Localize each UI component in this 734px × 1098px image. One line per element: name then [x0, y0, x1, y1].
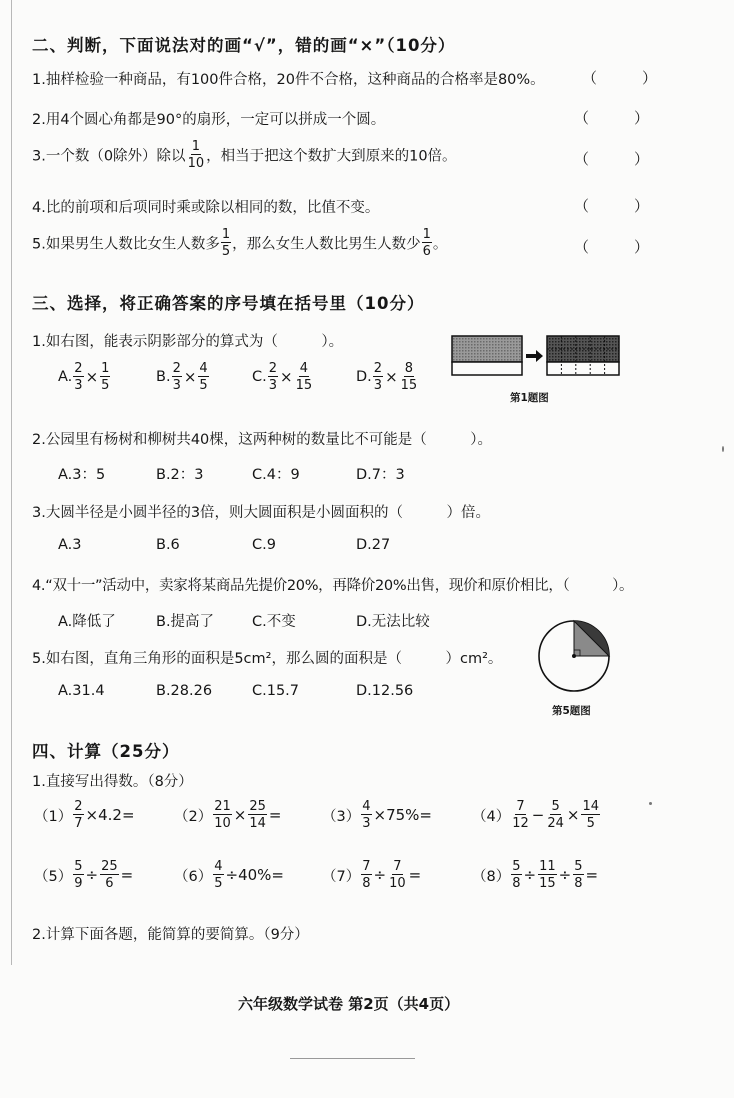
- fraction-numerator: 2: [172, 361, 181, 376]
- option-label: B.: [156, 369, 171, 385]
- expression-text: ÷: [373, 866, 387, 884]
- s3-q2-options: [58, 463, 405, 484]
- option-label: D.: [356, 369, 372, 385]
- fraction: [295, 362, 314, 392]
- fraction-numerator: 25: [101, 859, 118, 874]
- s2-question-3: [32, 140, 457, 170]
- s3-q4-option-a[interactable]: A.降低了: [58, 614, 116, 630]
- q1-fraction-figure: [450, 332, 622, 378]
- fraction: [538, 860, 557, 890]
- fraction-numerator: 5: [512, 859, 521, 874]
- s2-answer-paren-1[interactable]: （ ）: [582, 69, 658, 87]
- calc-item-3[interactable]: [322, 800, 472, 830]
- s3-q3-option-b[interactable]: B.6: [156, 537, 180, 553]
- fraction-denominator: 3: [172, 378, 181, 393]
- s2-q5-mid: ，那么女生人数比男生人数少: [232, 236, 421, 253]
- s4-sub1: 1.直接写出得数。（8分）: [32, 774, 193, 790]
- fraction-denominator: 14: [249, 816, 266, 831]
- s3-question-5: 5.如右图，直角三角形的面积是5cm²，那么圆的面积是（ ）cm²。: [32, 651, 503, 667]
- arrow-icon: [526, 350, 543, 362]
- expression-text: ÷: [85, 866, 99, 884]
- calc-item-7[interactable]: [322, 860, 472, 890]
- fraction: [361, 800, 371, 830]
- fraction: [373, 362, 383, 392]
- s3-q5-options: [58, 683, 413, 699]
- scan-speck: [722, 446, 724, 452]
- fraction-numerator: 4: [199, 361, 208, 376]
- fraction: [73, 860, 83, 890]
- fraction-numerator: 2: [268, 361, 278, 376]
- fraction-denominator: 8: [512, 876, 521, 891]
- fraction-numerator: 7: [393, 859, 402, 874]
- s3-q4-option-b[interactable]: B.提高了: [156, 614, 215, 630]
- s3-q4-options: [58, 610, 430, 631]
- s3-q3-option-a[interactable]: A.3: [58, 537, 82, 553]
- s2-question-5: [32, 228, 447, 258]
- calc-item-number: （1）: [34, 808, 73, 825]
- fraction-numerator: 4: [299, 361, 308, 376]
- fraction-denominator: 5: [199, 378, 208, 393]
- expression-text: −: [531, 806, 545, 824]
- operator: ×: [183, 368, 197, 386]
- fraction: [546, 800, 565, 830]
- fraction: [400, 362, 419, 392]
- fraction: [573, 860, 583, 890]
- s3-q4-option-d[interactable]: D.无法比较: [356, 614, 430, 630]
- calc-item-number: （6）: [174, 868, 213, 885]
- fraction-denominator: 15: [539, 876, 556, 891]
- fraction-numerator: 2: [74, 799, 83, 814]
- fraction: [213, 860, 223, 890]
- calc-item-number: （2）: [174, 808, 213, 825]
- calc-item-number: （3）: [322, 808, 361, 825]
- fraction-numerator: 4: [362, 799, 371, 814]
- calc-item-number: （8）: [472, 868, 511, 885]
- fraction-numerator: 7: [516, 799, 525, 814]
- fraction-numerator: 11: [539, 859, 556, 874]
- fraction-numerator: 5: [74, 859, 83, 874]
- calc-item-number: （4）: [472, 808, 511, 825]
- fraction-numerator: 7: [362, 859, 371, 874]
- s4-sub2: 2.计算下面各题，能简算的要简算。（9分）: [32, 927, 309, 943]
- s2-q5-post: 。: [432, 236, 448, 253]
- fraction-numerator: 4: [214, 859, 223, 874]
- fraction: [511, 800, 530, 830]
- fraction: [221, 228, 231, 258]
- fraction-denominator: 9: [74, 876, 83, 891]
- expression-text: ×4.2=: [85, 806, 135, 824]
- fraction: [361, 860, 371, 890]
- fraction-denominator: 7: [74, 816, 83, 831]
- calc-item-number: （7）: [322, 868, 361, 885]
- fraction-denominator: 5: [214, 876, 223, 891]
- s3-q2-option-a[interactable]: A.3：5: [58, 467, 106, 483]
- fraction-denominator: 3: [268, 378, 278, 393]
- fraction-denominator: 6: [422, 244, 431, 259]
- fraction-denominator: 10: [389, 876, 406, 891]
- s2-question-4: 4.比的前项和后项同时乘或除以相同的数，比值不变。: [32, 200, 380, 216]
- right-rect-blank-part: [547, 362, 619, 375]
- fraction-numerator: 1: [101, 361, 110, 376]
- expression-text: ÷: [523, 866, 537, 884]
- fraction: [581, 800, 600, 830]
- section2-heading: 二、判断，下面说法对的画“√”，错的画“×”（10分）: [32, 36, 456, 55]
- s2-question-2: 2.用4个圆心角都是90°的扇形，一定可以拼成一个圆。: [32, 112, 386, 128]
- calc-row-2: [34, 860, 612, 890]
- fraction-denominator: 3: [373, 378, 383, 393]
- fraction-denominator: 6: [105, 876, 114, 891]
- fraction: [511, 860, 521, 890]
- fraction-numerator: 2: [373, 361, 383, 376]
- fraction: [73, 362, 83, 392]
- s2-question-1: 1.抽样检验一种商品，有100件合格，20件不合格，这种商品的合格率是80%。: [32, 72, 545, 88]
- s2-q3-pre: 3.一个数（0除外）除以: [32, 148, 186, 165]
- fraction-denominator: 8: [574, 876, 583, 891]
- fraction: [198, 362, 208, 392]
- fraction: [73, 800, 83, 830]
- calc-item-2[interactable]: [174, 800, 322, 830]
- fraction-denominator: 12: [512, 816, 529, 831]
- fraction-denominator: 5: [586, 816, 595, 831]
- expression-text: ×: [566, 806, 580, 824]
- fraction-denominator: 15: [400, 378, 418, 393]
- calc-item-4[interactable]: [472, 800, 612, 830]
- s3-q1-option-d[interactable]: [356, 362, 436, 392]
- expression-text: ×: [233, 806, 247, 824]
- left-rect-shaded-part: [452, 336, 522, 362]
- fraction-denominator: 5: [101, 378, 110, 393]
- fraction-denominator: 10: [187, 156, 205, 171]
- s2-q3-post: ，相当于把这个数扩大到原来的10倍。: [206, 148, 457, 165]
- option-label: C.: [252, 369, 267, 385]
- fraction: [172, 362, 182, 392]
- fraction: [248, 800, 267, 830]
- page-footer: 六年级数学试卷 第2页（共4页）: [238, 995, 460, 1013]
- expression-text: =: [585, 866, 599, 884]
- calc-row-1: [34, 800, 612, 830]
- fraction-numerator: 2: [74, 361, 83, 376]
- left-rect-blank-part: [452, 362, 522, 375]
- s3-q1-option-c[interactable]: [252, 362, 356, 392]
- s3-q5-option-c[interactable]: C.15.7: [252, 683, 300, 699]
- section4-heading: 四、计算（25分）: [32, 742, 180, 761]
- q1-figure-caption: 第1题图: [510, 392, 549, 404]
- operator: ×: [385, 368, 398, 386]
- fraction-denominator: 8: [362, 876, 371, 891]
- s3-q5-option-a[interactable]: A.31.4: [58, 683, 105, 699]
- fraction-numerator: 8: [404, 361, 414, 376]
- s2-q5-pre: 5.如果男生人数比女生人数多: [32, 236, 220, 253]
- expression-text: =: [408, 866, 422, 884]
- fraction-numerator: 5: [574, 859, 583, 874]
- s3-q2-option-d[interactable]: D.7：3: [356, 467, 405, 483]
- s3-q2-option-c[interactable]: C.4：9: [252, 467, 300, 483]
- fraction: [213, 800, 232, 830]
- fraction: [422, 228, 432, 258]
- q5-circle-figure: [536, 616, 616, 696]
- s3-q5-option-d[interactable]: D.12.56: [356, 683, 414, 699]
- expression-text: =: [120, 866, 134, 884]
- fraction: [268, 362, 278, 392]
- scan-speck: [649, 802, 652, 805]
- fraction-denominator: 10: [214, 816, 231, 831]
- expression-text: ÷40%=: [225, 866, 284, 884]
- expression-text: ÷: [558, 866, 572, 884]
- expression-text: ×75%=: [373, 806, 432, 824]
- fraction-denominator: 5: [221, 244, 231, 259]
- s3-q3-options: [58, 537, 390, 553]
- bottom-divider: [290, 1058, 415, 1059]
- operator: ×: [280, 368, 293, 386]
- fraction-denominator: 3: [74, 378, 83, 393]
- s3-question-1: 1.如右图，能表示阴影部分的算式为（ ）。: [32, 334, 344, 350]
- s3-q3-option-d[interactable]: D.27: [356, 537, 391, 553]
- fraction: [388, 860, 407, 890]
- operator: ×: [85, 368, 99, 386]
- fraction: [100, 362, 110, 392]
- fraction-denominator: 24: [547, 816, 564, 831]
- s3-question-3: 3.大圆半径是小圆半径的3倍，则大圆面积是小圆面积的（ ）倍。: [32, 505, 491, 521]
- s3-q1-option-a[interactable]: [58, 362, 156, 392]
- option-label: A.: [58, 369, 73, 385]
- calc-item-6[interactable]: [174, 860, 322, 890]
- fraction-numerator: 14: [582, 799, 600, 814]
- fraction-denominator: 3: [362, 816, 371, 831]
- s3-question-2: 2.公园里有杨树和柳树共40棵，这两种树的数量比不可能是（ ）。: [32, 432, 493, 448]
- fraction-numerator: 1: [221, 227, 231, 242]
- s2-answer-paren-3[interactable]: （ ）: [574, 150, 650, 168]
- fraction-denominator: 15: [295, 378, 313, 393]
- calc-item-1[interactable]: [34, 800, 174, 830]
- calc-item-5[interactable]: [34, 860, 174, 890]
- calc-item-number: （5）: [34, 868, 73, 885]
- s3-question-4: 4.“双十一”活动中，卖家将某商品先提价20%，再降价20%出售，现价和原价相比，（ ）。: [32, 578, 634, 594]
- fraction-numerator: 25: [249, 799, 266, 814]
- s3-q3-option-c[interactable]: C.9: [252, 537, 276, 553]
- expression-text: =: [268, 806, 282, 824]
- s3-q1-options: [58, 362, 436, 392]
- s2-answer-paren-2[interactable]: （ ）: [574, 109, 650, 127]
- s3-q4-option-c[interactable]: C.不变: [252, 614, 296, 630]
- q5-figure-caption: 第5题图: [552, 705, 591, 717]
- s2-answer-paren-4[interactable]: （ ）: [574, 197, 650, 215]
- fraction-numerator: 1: [422, 227, 431, 242]
- fraction-numerator: 5: [551, 799, 560, 814]
- s2-answer-paren-5[interactable]: （ ）: [574, 238, 650, 256]
- fraction-numerator: 21: [214, 799, 231, 814]
- fraction-numerator: 1: [191, 139, 200, 154]
- s3-q2-option-b[interactable]: B.2：3: [156, 467, 204, 483]
- s3-q5-option-b[interactable]: B.28.26: [156, 683, 213, 699]
- fraction: [187, 140, 206, 170]
- fraction: [100, 860, 119, 890]
- calc-item-8[interactable]: [472, 860, 612, 890]
- binding-margin-line: [11, 0, 12, 965]
- section3-heading: 三、选择，将正确答案的序号填在括号里（10分）: [32, 294, 425, 313]
- s3-q1-option-b[interactable]: [156, 362, 252, 392]
